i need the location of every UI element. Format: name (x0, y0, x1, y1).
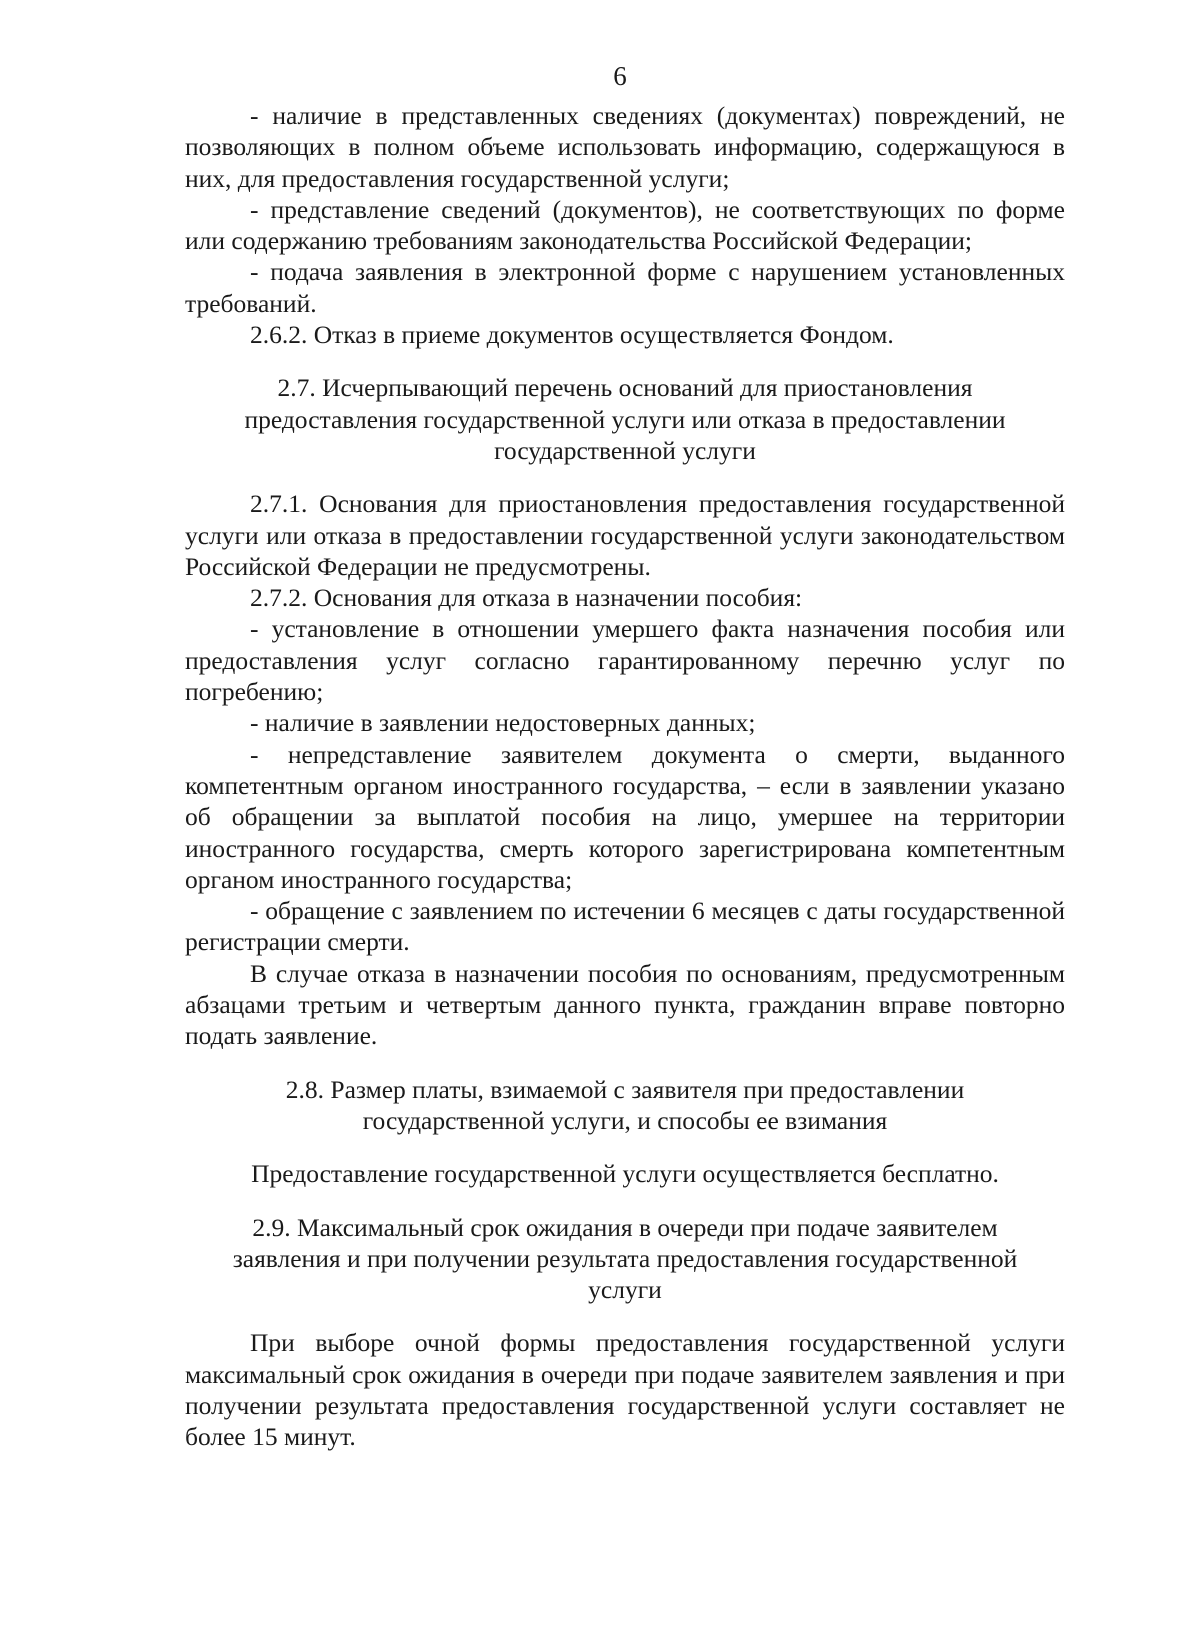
paragraph: - подача заявления в электронной форме с нарушением установленных требований. (185, 257, 1065, 318)
section-heading-block (185, 1212, 1065, 1306)
section-heading-2-9: 2.9. Максимальный срок ожидания в очереди при подаче заявителем заявления и при получении результата предоставления государственной услуги (232, 1212, 1018, 1305)
section-heading-2-8: 2.8. Размер платы, взимаемой с заявителя при предоставлении государственной услуги, и способы ее взимания (285, 1074, 965, 1135)
document-body (185, 100, 1065, 1453)
paragraph: - представление сведений (документов), не соответствующих по форме или содержанию требованиям законодательства Российской Федерации; (185, 194, 1065, 256)
section-heading-2-7: 2.7. Исчерпывающий перечень оснований для приостановления предоставления государственной услуги или отказа в предоставлении государственной услуги (244, 373, 1006, 465)
paragraph: - обращение с заявлением по истечении 6 месяцев с даты государственной регистрации смерти. (185, 896, 1065, 957)
paragraph: 2.7.1. Основания для приостановления предоставления государственной услуги или отказа в предоставлении государственной услуги законодательством Российской Федерации не предусмотрены. (185, 489, 1065, 581)
paragraph: 2.6.2. Отказ в приеме документов осуществляется Фондом. (250, 320, 894, 350)
section-heading-block (185, 372, 1065, 466)
paragraph: При выборе очной формы предоставления государственной услуги максимальный срок ожидания в очереди при подаче заявителем заявления и при получении результата предоставления государственной услуги составляет не более 15 минут. (185, 1328, 1065, 1452)
paragraph: - установление в отношении умершего факта назначения пособия или предоставления услуг согласно гарантированному перечню услуг по погребению; (185, 614, 1065, 707)
paragraph: 2.7.2. Основания для отказа в назначении пособия: (250, 583, 803, 613)
paragraph: В случае отказа в назначении пособия по основаниям, предусмотренным абзацами третьим и четвертым данного пункта, гражданин вправе повторно подать заявление. (185, 958, 1065, 1051)
page-number: 6 (613, 61, 627, 91)
paragraph: - наличие в представленных сведениях (документах) повреждений, не позволяющих в полном объеме использовать информацию, содержащуюся в них, для предоставления государственной услуги; (185, 101, 1065, 193)
paragraph: - непредставление заявителем документа о смерти, выданного компетентным органом иностранного государства, – если в заявлении указано об обращении за выплатой пособия на лицо, умершее на территории иностранного государства, смерть которого зарегистрирована компетентным органом иностранного государства; (185, 739, 1065, 894)
free-service-statement: Предоставление государственной услуги осуществляется бесплатно. (251, 1159, 999, 1189)
paragraph: - наличие в заявлении недостоверных данных; (250, 708, 756, 738)
section-heading-block (185, 1074, 1065, 1137)
